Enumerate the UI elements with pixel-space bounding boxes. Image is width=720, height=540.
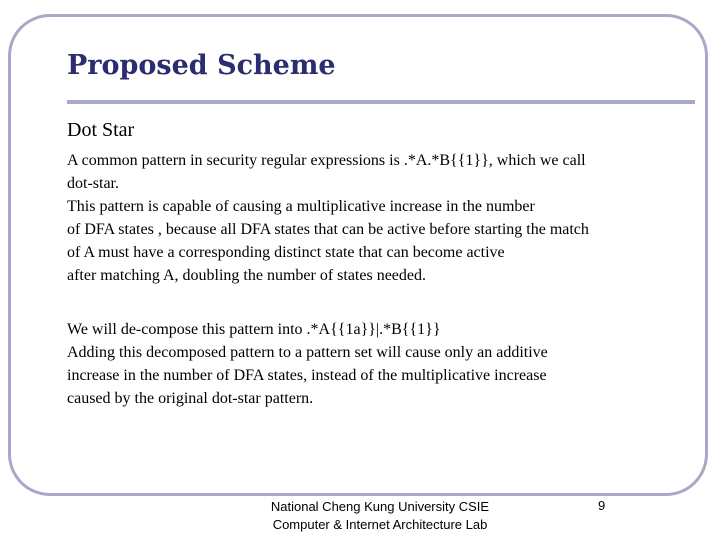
text-line: increase in the number of DFA states, instead of the multiplicative increase: [67, 367, 547, 384]
title-underline: [67, 100, 695, 104]
paragraph-dot-star-description: [67, 149, 677, 287]
text-line: This pattern is capable of causing a multiplicative increase in the number: [67, 198, 535, 215]
slide-subtitle: Dot Star: [67, 119, 135, 141]
text-line: after matching A, doubling the number of states needed.: [67, 267, 427, 284]
paragraph-decomposition: [67, 318, 677, 410]
footer-affiliation: [250, 498, 510, 534]
text-line: We will de-compose this pattern into .*A{{1a}}|.*B{{1}}: [67, 321, 441, 338]
footer-line-university: National Cheng Kung University CSIE: [270, 499, 490, 514]
footer-line-lab: Computer & Internet Architecture Lab: [272, 517, 488, 532]
text-line: dot-star.: [67, 175, 119, 192]
text-line: caused by the original dot-star pattern.: [67, 390, 314, 407]
text-line: of DFA states , because all DFA states that can be active before starting the match: [67, 221, 589, 238]
page-number: 9: [598, 498, 606, 513]
text-line: of A must have a corresponding distinct state that can become active: [67, 244, 505, 261]
text-line: A common pattern in security regular expressions is .*A.*B{{1}}, which we call: [67, 152, 586, 169]
text-line: Adding this decomposed pattern to a pattern set will cause only an additive: [67, 344, 548, 361]
slide-title: Proposed Scheme: [67, 50, 336, 81]
